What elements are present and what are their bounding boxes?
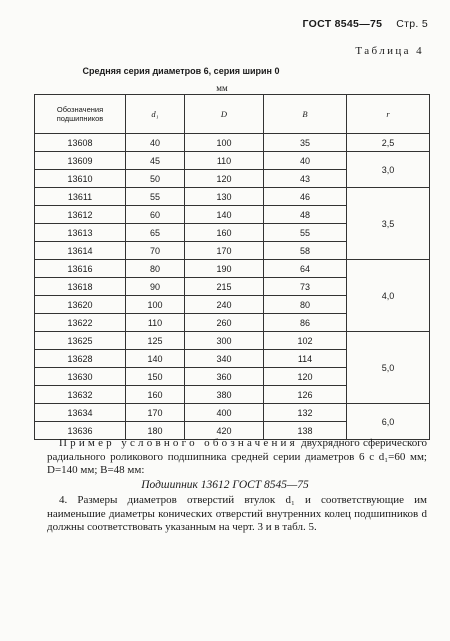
column-header-r: r [347, 95, 430, 134]
cell-designation: 13610 [35, 170, 126, 188]
cell-designation: 13620 [35, 296, 126, 314]
cell-B: 120 [264, 368, 347, 386]
cell-B: 43 [264, 170, 347, 188]
bearing-dimensions-table [34, 94, 430, 440]
cell-D: 380 [185, 386, 264, 404]
cell-d1: 40 [126, 134, 185, 152]
example-text: двухрядного сферического радиального роликового подшипника средней серии диаметров 6 с d₁=60 мм; D=140 мм; B=48 мм: [47, 437, 427, 476]
cell-d1: 110 [126, 314, 185, 332]
cell-B: 102 [264, 332, 347, 350]
cell-d1: 45 [126, 152, 185, 170]
cell-designation: 13636 [35, 422, 126, 440]
cell-D: 140 [185, 206, 264, 224]
cell-designation: 13634 [35, 404, 126, 422]
cell-B: 86 [264, 314, 347, 332]
cell-B: 46 [264, 188, 347, 206]
cell-r: 3,0 [347, 152, 430, 188]
cell-r: 5,0 [347, 332, 430, 404]
cell-designation: 13608 [35, 134, 126, 152]
cell-D: 130 [185, 188, 264, 206]
cell-d1: 50 [126, 170, 185, 188]
table-row [35, 332, 430, 350]
page-number: Стр. 5 [396, 18, 428, 30]
cell-D: 100 [185, 134, 264, 152]
cell-d1: 70 [126, 242, 185, 260]
cell-designation: 13630 [35, 368, 126, 386]
table-caption: Средняя серия диаметров 6, серия ширин 0 [82, 66, 280, 76]
cell-d1: 140 [126, 350, 185, 368]
cell-designation: 13609 [35, 152, 126, 170]
table-number: Таблица 4 [355, 45, 424, 57]
cell-D: 400 [185, 404, 264, 422]
cell-D: 120 [185, 170, 264, 188]
cell-designation: 13625 [35, 332, 126, 350]
cell-r: 6,0 [347, 404, 430, 440]
table-body [35, 134, 430, 440]
table-row [35, 404, 430, 422]
cell-d1: 170 [126, 404, 185, 422]
table-row [35, 152, 430, 170]
cell-D: 215 [185, 278, 264, 296]
cell-designation: 13611 [35, 188, 126, 206]
table-row [35, 260, 430, 278]
unit-label: мм [216, 83, 228, 93]
example-paragraph [47, 437, 427, 478]
cell-B: 132 [264, 404, 347, 422]
cell-B: 80 [264, 296, 347, 314]
cell-B: 55 [264, 224, 347, 242]
cell-d1: 160 [126, 386, 185, 404]
column-header-designation: Обозначения подшипников [35, 95, 126, 134]
cell-r: 3,5 [347, 188, 430, 260]
cell-D: 420 [185, 422, 264, 440]
cell-d1: 150 [126, 368, 185, 386]
cell-r: 4,0 [347, 260, 430, 332]
column-header-d1: d₁ [126, 95, 185, 134]
cell-D: 260 [185, 314, 264, 332]
cell-B: 48 [264, 206, 347, 224]
cell-B: 126 [264, 386, 347, 404]
paragraph-4: 4. Размеры диаметров отверстий втулок d₁ и соответствующие им наименьшие диаметры конических отверстий внутренних колец подшипников d должны соответствовать указанным на черт. 3 и в табл. 5. [47, 494, 427, 533]
cell-D: 190 [185, 260, 264, 278]
cell-d1: 65 [126, 224, 185, 242]
cell-d1: 125 [126, 332, 185, 350]
cell-B: 114 [264, 350, 347, 368]
cell-d1: 60 [126, 206, 185, 224]
example-lead: Пример условного обозначения [59, 437, 298, 449]
cell-d1: 100 [126, 296, 185, 314]
cell-D: 160 [185, 224, 264, 242]
cell-D: 110 [185, 152, 264, 170]
designation-example: Подшипник 13612 ГОСТ 8545—75 [141, 479, 309, 491]
cell-B: 35 [264, 134, 347, 152]
cell-B: 138 [264, 422, 347, 440]
column-header-B: B [264, 95, 347, 134]
cell-d1: 180 [126, 422, 185, 440]
cell-D: 240 [185, 296, 264, 314]
cell-d1: 55 [126, 188, 185, 206]
cell-D: 360 [185, 368, 264, 386]
table-row [35, 134, 430, 152]
cell-d1: 90 [126, 278, 185, 296]
column-header-D: D [185, 95, 264, 134]
cell-designation: 13612 [35, 206, 126, 224]
cell-D: 170 [185, 242, 264, 260]
table-row [35, 188, 430, 206]
cell-r: 2,5 [347, 134, 430, 152]
cell-D: 340 [185, 350, 264, 368]
standard-code: ГОСТ 8545—75 [302, 18, 383, 30]
cell-d1: 80 [126, 260, 185, 278]
cell-designation: 13632 [35, 386, 126, 404]
cell-designation: 13622 [35, 314, 126, 332]
cell-D: 300 [185, 332, 264, 350]
cell-B: 40 [264, 152, 347, 170]
cell-B: 58 [264, 242, 347, 260]
cell-B: 64 [264, 260, 347, 278]
cell-designation: 13613 [35, 224, 126, 242]
cell-designation: 13614 [35, 242, 126, 260]
page-header [303, 18, 429, 30]
cell-B: 73 [264, 278, 347, 296]
cell-designation: 13628 [35, 350, 126, 368]
cell-designation: 13618 [35, 278, 126, 296]
cell-designation: 13616 [35, 260, 126, 278]
